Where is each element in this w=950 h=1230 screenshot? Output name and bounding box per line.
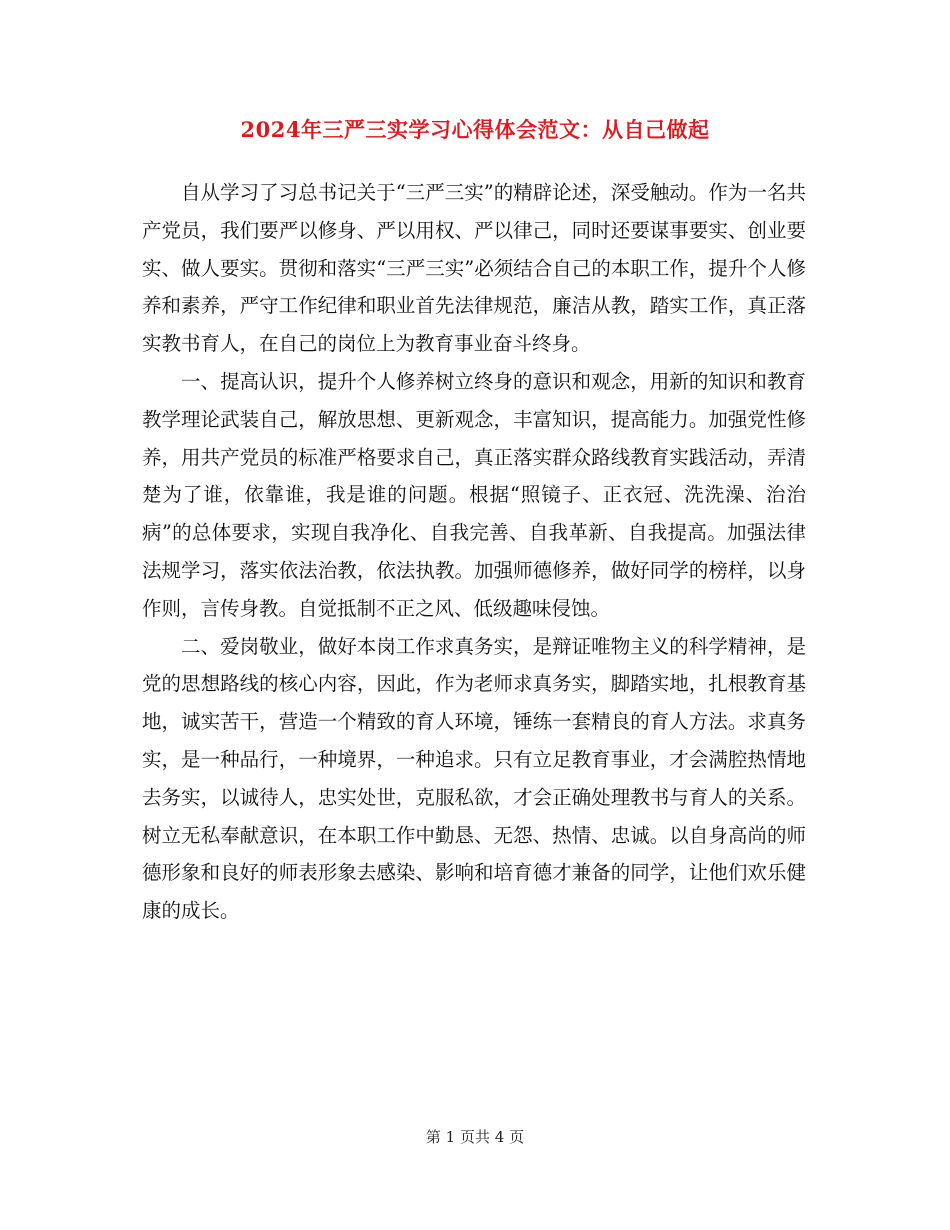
paragraph-section-1: 一、提高认识，提升个人修养树立终身的意识和观念，用新的知识和教育教学理论武装自己，解放思想、更新观念，丰富知识，提高能力。加强党性修养，用共产党员的标准严格要求自己，真正落实群众路线教育实践活动，弄清楚为了谁，依靠谁，我是谁的问题。根据“照镜子、正衣冠、洗洗澡、治治病”的总体要求，实现自我净化、自我完善、自我革新、自我提高。加强法律法规学习，落实依法治教，依法执教。加强师德修养，做好同学的榜样，以身作则，言传身教。自觉抵制不正之风、低级趣味侵蚀。 <box>142 369 806 620</box>
paragraph-intro: 自从学习了习总书记关于“三严三实”的精辟论述，深受触动。作为一名共产党员，我们要严以修身、严以用权、严以律己，同时还要谋事要实、创业要实、做人要实。贯彻和落实“三严三实”必须结合自己的本职工作，提升个人修养和素养，严守工作纪律和职业首先法律规范，廉洁从教，踏实工作，真正落实教书育人，在自己的岗位上为教育事业奋斗终身。 <box>142 181 806 356</box>
document-title: 2024年三严三实学习心得体会范文：从自己做起 <box>240 117 710 142</box>
paragraph-section-2: 二、爱岗敬业，做好本岗工作求真务实，是辩证唯物主义的科学精神，是党的思想路线的核心内容，因此，作为老师求真务实，脚踏实地，扎根教育基地，诚实苦干，营造一个精致的育人环境，锤练一套精良的育人方法。求真务实，是一种品行，一种境界，一种追求。只有立足教育事业，才会满腔热情地去务实，以诚待人，忠实处世，克服私欲，才会正确处理教书与育人的关系。树立无私奉献意识，在本职工作中勤恳、无怨、热情、忠诚。以自身高尚的师德形象和良好的师表形象去感染、影响和培育德才兼备的同学，让他们欢乐健康的成长。 <box>142 634 806 923</box>
page-number-footer: 第 1 页共 4 页 <box>425 1128 525 1146</box>
document-body <box>142 174 806 930</box>
